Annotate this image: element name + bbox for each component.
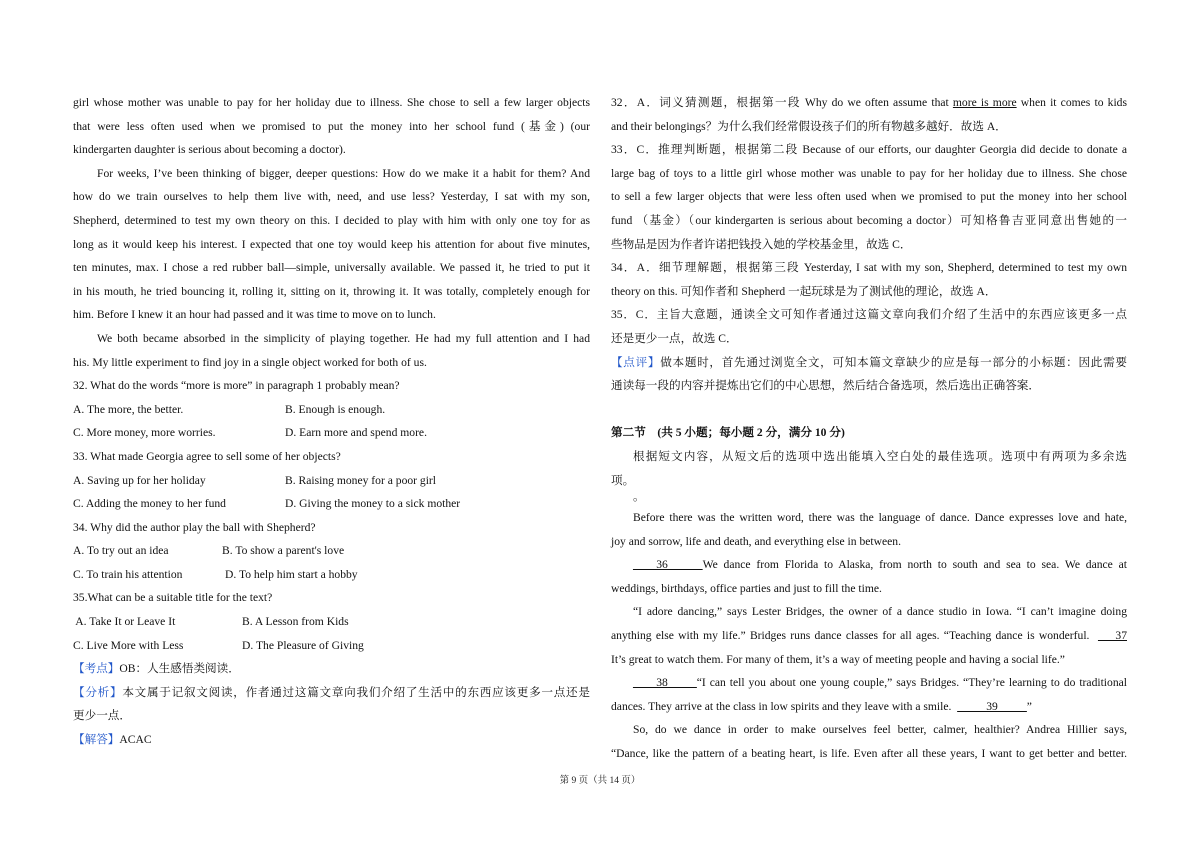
cloze-paragraph-3 — [611, 600, 1127, 671]
text-line: joy and sorrow, life and death, and everything else in between. — [611, 534, 901, 548]
option-b: B. Raising money for a poor girl — [285, 473, 437, 487]
option-row — [73, 421, 590, 445]
jieda — [73, 728, 590, 752]
option-d: D. Earn more and spend more. — [285, 426, 427, 440]
cloze-paragraph-2 — [611, 553, 1127, 600]
option-row — [73, 610, 590, 634]
jieda-text: ACAC — [119, 733, 152, 747]
option-a: A. The more, the better. — [73, 402, 184, 416]
text-line: kindergarten daughter is serious about becoming a doctor). — [73, 143, 346, 157]
text-span: We dance from Florida to Alaska, from north to south and sea to sea. We dance at — [702, 558, 1127, 572]
text-line: him. Before I knew it an hour had passed and it was time to move on to lunch. — [73, 308, 436, 322]
question-34 — [73, 516, 590, 587]
instruction-line: 根据短文内容，从短文后的选项中选出能填入空白处的最佳选项。选项中有两项为多余选 — [633, 449, 1127, 463]
text-line: how do we train ourselves to help them live with, need, and use less? Yesterday, I sat with my son, — [73, 190, 590, 204]
instruction-line: 项。 — [611, 473, 635, 487]
text-line — [611, 91, 1127, 115]
fenxi-continued: 更少一点． — [73, 709, 131, 723]
passage-paragraph-1 — [73, 91, 590, 162]
question-stem: 34. Why did the author play the ball with Shepherd? — [73, 520, 316, 534]
option-row — [73, 398, 590, 422]
answer-34 — [611, 256, 1127, 303]
text-line: 35．C．主旨大意题，通读全文可知作者通过这篇文章向我们介绍了生活中的东西应该更多一点 — [611, 308, 1127, 322]
text-line: to sell a few larger objects that were less often used when we promised to put the money into her school — [611, 190, 1127, 204]
text-span: ” — [1026, 699, 1032, 713]
option-c: C. Live More with Less — [73, 638, 184, 652]
option-a: A. Take It or Leave It — [73, 615, 176, 629]
option-b: B. Enough is enough. — [285, 402, 386, 416]
stray-mark: 。 — [633, 490, 645, 504]
jieda-label: 【解答】 — [73, 733, 120, 747]
left-column — [73, 91, 590, 752]
text-line: large bag of toys to a little girl whose mother was unable to pay for her holiday due to illness. She chose — [611, 166, 1127, 180]
blank-36[interactable]: ____36______ — [633, 558, 703, 572]
a32-underlined: more is more — [952, 96, 1017, 109]
kaodian-text: OB：人生感悟类阅读． — [119, 662, 240, 676]
text-span: dances. They arrive at the class in low spirits and they leave with a smile. — [611, 699, 958, 713]
option-row — [73, 634, 590, 658]
question-35 — [73, 586, 590, 657]
text-line: fund （基金）（our kindergarten is serious about becoming a doctor）可知格鲁吉亚同意出售她的一 — [611, 213, 1127, 227]
option-row — [73, 492, 590, 516]
text-line: So, do we dance in order to make ourselves feel better, calmer, healthier? Andrea Hillier says, — [633, 723, 1127, 737]
text-line: his. My little experiment to find joy in a single object worked for both of us. — [73, 355, 427, 369]
fenxi-text: 本文属于记叙文阅读，作者通过这篇文章向我们介绍了生活中的东西应该更多一点还是 — [122, 685, 590, 699]
dianping-continued: 通读每一段的内容并提炼出它们的中心思想，然后结合备选项，然后选出正确答案． — [611, 379, 1040, 393]
option-a: A. Saving up for her holiday — [73, 473, 206, 487]
text-line — [611, 553, 1127, 577]
question-32 — [73, 374, 590, 445]
kaodian-label: 【考点】 — [73, 662, 120, 676]
text-line: weddings, birthdays, office parties and just to fill the time. — [611, 581, 882, 595]
blank-38[interactable]: ____38_____ — [633, 676, 697, 690]
dianping — [611, 351, 1127, 375]
text-line: 还是更少一点，故选 C． — [611, 331, 738, 345]
option-b: B. A Lesson from Kids — [242, 615, 349, 629]
kaodian — [73, 657, 590, 681]
text-line — [611, 624, 1127, 648]
passage-paragraph-2 — [73, 162, 590, 327]
option-d: D. The Pleasure of Giving — [242, 638, 364, 652]
option-c: C. Adding the money to her fund — [73, 497, 226, 511]
text-line: We both became absorbed in the simplicity of playing together. He had my full attention and I had — [97, 331, 590, 345]
right-column — [611, 91, 1127, 766]
text-line: ten minutes, max. I chose a red rubber ball—simple, universally available. We passed it, he tried to put it — [73, 261, 590, 275]
cloze-paragraph-5 — [611, 718, 1127, 765]
question-33 — [73, 445, 590, 516]
text-line: “I adore dancing,” says Lester Bridges, the owner of a dance studio in Iowa. “I can’t imagine doing — [633, 605, 1127, 619]
text-line: “Dance, like the pattern of a beating heart, is life. Even after all these years, I want to get better and better. — [611, 747, 1127, 761]
blank-39[interactable]: _____39_____ — [957, 699, 1027, 713]
text-line — [611, 671, 1127, 695]
question-stem: 33. What made Georgia agree to sell some of her objects? — [73, 449, 341, 463]
dianping-label: 【点评】 — [611, 355, 661, 369]
cloze-paragraph-1 — [611, 506, 1127, 553]
fenxi-label: 【分析】 — [73, 685, 123, 699]
spacer — [611, 398, 1127, 422]
blank-37[interactable]: ___37 — [1098, 629, 1127, 643]
option-d: D. To help him start a hobby — [225, 567, 358, 581]
text-line: theory on this. 可知作者和 Shepherd 一起玩球是为了测试他的理论，故选 A． — [611, 284, 997, 298]
text-line: Shepherd, determined to test my own theory on this. I decided to play with him with only one toy for as — [73, 213, 590, 227]
dianping-text: 做本题时，首先通过浏览全文，可知本篇文章缺少的应是每一部分的小标题：因此需要 — [660, 355, 1127, 369]
answer-32 — [611, 91, 1127, 138]
section-title: 第二节 (共 5 小题；每小题 2 分，满分 10 分) — [611, 426, 845, 440]
question-stem: 32. What do the words “more is more” in paragraph 1 probably mean? — [73, 379, 400, 393]
question-stem: 35.What can be a suitable title for the text? — [73, 591, 273, 605]
passage-paragraph-3 — [73, 327, 590, 374]
option-d: D. Giving the money to a sick mother — [285, 497, 461, 511]
text-line: that were less often used when we promised to put the money into her school fund (基金) (our — [73, 119, 590, 133]
answer-33 — [611, 138, 1127, 256]
text-line: long as it would keep his interest. I expected that one toy would keep his attention for about five minutes, — [73, 237, 590, 251]
option-a: A. To try out an idea — [73, 544, 169, 558]
text-line: girl whose mother was unable to pay for her holiday due to illness. She chose to sell a few larger objects — [73, 96, 590, 109]
text-line: in his mouth, he tried bouncing it, rolling it, sitting on it, throwing it. It was totally, completely enough for — [73, 284, 590, 298]
text-line: 些物品是因为作者许诺把钱投入她的学校基金里，故选 C． — [611, 237, 912, 251]
text-line: 34．A．细节理解题，根据第三段 Yesterday, I sat with my son, Shepherd, determined to test my own — [611, 261, 1127, 275]
text-line — [611, 695, 1127, 719]
option-b: B. To show a parent's love — [222, 544, 345, 558]
text-span: “I can tell you about one young couple,” says Bridges. “They’re learning to do traditional — [696, 676, 1127, 690]
a32-post: when it comes to kids — [1016, 96, 1127, 109]
text-line: It’s great to watch them. For many of them, it’s a way of meeting people and having a social life.” — [611, 652, 1065, 666]
text-line: 33．C．推理判断题，根据第二段 Because of our efforts, our daughter Georgia did decide to donate a — [611, 143, 1127, 157]
text-line: and their belongings？为什么我们经常假设孩子们的所有物越多越好．故选 A． — [611, 119, 1007, 133]
text-line: For weeks, I’ve been thinking of bigger, deeper questions: How do we make it a habit for them? And — [97, 166, 590, 180]
fenxi — [73, 681, 590, 705]
option-c: C. More money, more worries. — [73, 426, 216, 440]
answer-35 — [611, 303, 1127, 350]
a32-pre: 32．A．词义猜测题，根据第一段 Why do we often assume that — [611, 96, 953, 109]
page-footer: 第 9 页（共 14 页） — [559, 776, 641, 786]
option-row — [73, 539, 590, 563]
text-line: Before there was the written word, there was the language of dance. Dance expresses love and hate, — [633, 511, 1127, 525]
text-span: anything else with my life.” Bridges runs dance classes for all ages. “Teaching dance is wonderful. — [611, 629, 1099, 643]
option-row — [73, 563, 590, 587]
cloze-paragraph-4 — [611, 671, 1127, 718]
option-c: C. To train his attention — [73, 567, 183, 581]
option-row — [73, 469, 590, 493]
